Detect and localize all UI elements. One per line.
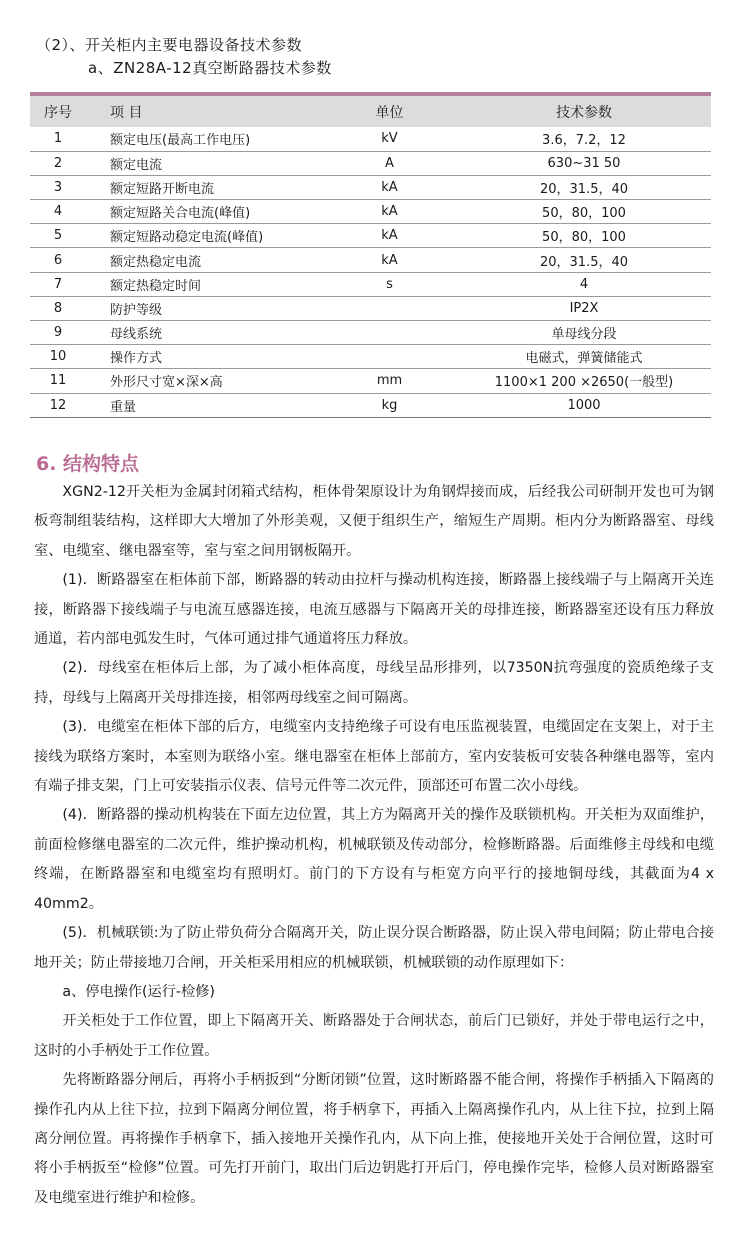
table-row bbox=[30, 345, 711, 369]
cell-param: 20，31.5，40 bbox=[457, 248, 711, 272]
paragraph-mechanism: (4)．断路器的操动机构装在下面左边位置，其上方为隔离开关的操作及联锁机构。开关柜为双面维护，前面检修继电器室的二次元件，维护操动机构，机械联锁及传动部分，检修断路器。后面维修主母线和电缆终端，在断路器室和电缆室均有照明灯。前门的下方设有与柜宽方向平行的接地铜母线，其截面为4 x 40mm2。 bbox=[34, 807, 714, 912]
section-body bbox=[34, 478, 714, 1213]
cell-unit: kA bbox=[322, 248, 457, 272]
cell-unit bbox=[322, 296, 457, 320]
table-row bbox=[30, 393, 711, 417]
cell-item: 额定短路动稳定电流(峰值) bbox=[86, 224, 322, 248]
table-row bbox=[30, 272, 711, 296]
table-row bbox=[30, 296, 711, 320]
paragraph-busbar-room: (2)．母线室在柜体后上部，为了减小柜体高度，母线呈品形排列，以7350N抗弯强度的瓷质绝缘子支持，母线与上隔离开关母排连接，相邻两母线室之间可隔离。 bbox=[34, 660, 714, 706]
table-row bbox=[30, 224, 711, 248]
paragraph-operation-steps: 先将断路器分闸后，再将小手柄扳到“分断闭锁”位置，这时断路器不能合闸，将操作手柄插入下隔离的操作孔内从上往下拉，拉到下隔离分闸位置，将手柄拿下，再插入上隔离操作孔内，从上往下拉，拉到上隔离分闸位置。再将操作手柄拿下，插入接地开关操作孔内，从下向上推，使接地开关处于合闸位置，这时可将小手柄扳至“检修”位置。可先打开前门，取出门后边钥匙打开后门，停电操作完毕，检修人员对断路器室及电缆室进行维护和检修。 bbox=[34, 1072, 714, 1206]
cell-param: 20，31.5，40 bbox=[457, 175, 711, 199]
table-row bbox=[30, 175, 711, 199]
cell-item: 额定电压(最高工作电压) bbox=[86, 127, 322, 151]
cell-unit bbox=[322, 345, 457, 369]
cell-no: 7 bbox=[30, 272, 86, 296]
header-no: 序号 bbox=[44, 104, 72, 121]
parameter-table-container bbox=[30, 92, 711, 418]
table-row bbox=[30, 200, 711, 224]
cell-item: 重量 bbox=[86, 393, 322, 417]
header-param: 技术参数 bbox=[556, 104, 612, 121]
table-row bbox=[30, 369, 711, 393]
cell-unit: kV bbox=[322, 127, 457, 151]
cell-no: 5 bbox=[30, 224, 86, 248]
paragraph-working-position: 开关柜处于工作位置，即上下隔离开关、断路器处于合闸状态，前后门已锁好，并处于带电运行之中，这时的小手柄处于工作位置。 bbox=[34, 1013, 714, 1059]
cell-item: 额定短路关合电流(峰值) bbox=[86, 200, 322, 224]
cell-no: 1 bbox=[30, 127, 86, 151]
cell-param: 630~31 50 bbox=[457, 151, 711, 175]
cell-no: 9 bbox=[30, 321, 86, 345]
cell-param: 4 bbox=[457, 272, 711, 296]
header-item: 项 目 bbox=[110, 104, 143, 121]
cell-item: 额定热稳定电流 bbox=[86, 248, 322, 272]
cell-item: 额定电流 bbox=[86, 151, 322, 175]
table-row bbox=[30, 127, 711, 151]
cell-item: 操作方式 bbox=[86, 345, 322, 369]
cell-item: 外形尺寸宽×深×高 bbox=[86, 369, 322, 393]
table-row bbox=[30, 151, 711, 175]
cell-param: 电磁式，弹簧储能式 bbox=[457, 345, 711, 369]
table-header-row bbox=[30, 96, 711, 127]
parameter-table bbox=[30, 96, 711, 418]
cell-unit: mm bbox=[322, 369, 457, 393]
paragraph-subheading: a、停电操作(运行-检修) bbox=[62, 983, 215, 1000]
cell-unit: kA bbox=[322, 224, 457, 248]
paragraph-breaker-room: (1)．断路器室在柜体前下部，断路器的转动由拉杆与操动机构连接，断路器上接线端子与上隔离开关连接，断路器下接线端子与电流互感器连接，电流互感器与下隔离开关的母排连接，断路器室还设有压力释放通道，若内部电弧发生时，气体可通过排气通道将压力释放。 bbox=[34, 572, 714, 648]
cell-unit: kg bbox=[322, 393, 457, 417]
cell-unit: s bbox=[322, 272, 457, 296]
cell-item: 额定热稳定时间 bbox=[86, 272, 322, 296]
cell-no: 6 bbox=[30, 248, 86, 272]
cell-unit: kA bbox=[322, 175, 457, 199]
cell-no: 2 bbox=[30, 151, 86, 175]
paragraph-intro: XGN2-12开关柜为金属封闭箱式结构，柜体骨架原设计为角钢焊接而成，后经我公司研制开发也可为钢板弯制组装结构，这样即大大增加了外形美观，又便于组织生产，缩短生产周期。柜内分为断路器室、母线室、电缆室、继电器室等，室与室之间用钢板隔开。 bbox=[34, 484, 714, 559]
cell-no: 3 bbox=[30, 175, 86, 199]
cell-unit: A bbox=[322, 151, 457, 175]
cell-no: 10 bbox=[30, 345, 86, 369]
cell-item: 防护等级 bbox=[86, 296, 322, 320]
cell-no: 11 bbox=[30, 369, 86, 393]
subsection-heading: （2）、开关柜内主要电器设备技术参数 bbox=[36, 36, 303, 54]
cell-param: 单母线分段 bbox=[457, 321, 711, 345]
cell-param: 1100×1 200 ×2650(一般型) bbox=[457, 369, 711, 393]
cell-param: 50，80，100 bbox=[457, 200, 711, 224]
table-row bbox=[30, 321, 711, 345]
cell-no: 4 bbox=[30, 200, 86, 224]
cell-unit bbox=[322, 321, 457, 345]
cell-unit: kA bbox=[322, 200, 457, 224]
cell-param: 3.6，7.2，12 bbox=[457, 127, 711, 151]
cell-no: 8 bbox=[30, 296, 86, 320]
header-unit: 单位 bbox=[375, 104, 404, 121]
cell-param: IP2X bbox=[457, 296, 711, 320]
cell-no: 12 bbox=[30, 393, 86, 417]
section-title: 6. 结构特点 bbox=[36, 453, 140, 475]
cell-param: 50，80，100 bbox=[457, 224, 711, 248]
paragraph-interlock: (5)．机械联锁:为了防止带负荷分合隔离开关，防止误分误合断路器，防止误入带电间隔；防止带电合接地开关；防止带接地刀合闸，开关柜采用相应的机械联锁，机械联锁的动作原理如下： bbox=[34, 925, 714, 971]
paragraph-cable-room: (3)．电缆室在柜体下部的后方，电缆室内支持绝缘子可设有电压监视装置，电缆固定在支架上，对于主接线为联络方案时，本室则为联络小室。继电器室在柜体上部前方，室内安装板可安装各种继电器等，室内有端子排支架，门上可安装指示仪表、信号元件等二次元件，顶部还可布置二次小母线。 bbox=[34, 719, 714, 795]
cell-param: 1000 bbox=[457, 393, 711, 417]
table-row bbox=[30, 248, 711, 272]
table-caption: a、ZN28A-12真空断路器技术参数 bbox=[88, 59, 332, 77]
cell-item: 母线系统 bbox=[86, 321, 322, 345]
cell-item: 额定短路开断电流 bbox=[86, 175, 322, 199]
